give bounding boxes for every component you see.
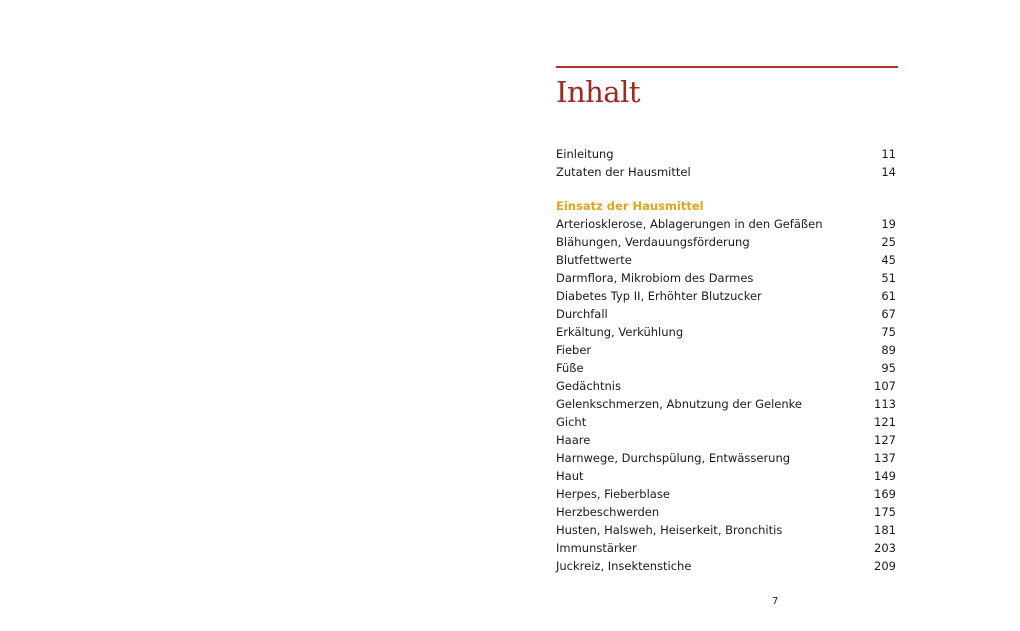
toc-entry-page: 137: [874, 451, 896, 465]
toc-entry-label: Darmflora, Mikrobiom des Darmes: [556, 271, 754, 285]
toc-entry: [556, 377, 896, 395]
toc-entry-page: 19: [881, 217, 896, 231]
toc-entry: [556, 145, 896, 163]
toc-intro-list: [556, 145, 896, 181]
title-rule: [556, 66, 898, 68]
toc-entry-label: Herzbeschwerden: [556, 505, 660, 519]
toc-entry-page: 25: [881, 235, 896, 249]
toc-entry-label: Harnwege, Durchspülung, Entwässerung: [556, 451, 791, 465]
toc-entry-label: Zutaten der Hausmittel: [556, 165, 691, 179]
toc-entry-page: 107: [874, 379, 896, 393]
toc-entry: [556, 359, 896, 377]
toc-entry-page: 45: [881, 253, 896, 267]
toc-entry-label: Haut: [556, 469, 584, 483]
toc-entry-list: [556, 215, 896, 575]
toc-entry-label: Husten, Halsweh, Heiserkeit, Bronchitis: [556, 523, 783, 537]
right-page: [510, 0, 1020, 631]
toc-entry-page: 121: [874, 415, 896, 429]
toc-entry-label: Füße: [556, 361, 584, 375]
toc-entry: [556, 485, 896, 503]
toc-entry-page: 127: [874, 433, 896, 447]
page-number: 7: [772, 596, 779, 607]
toc-spacer: [556, 181, 896, 197]
toc-entry-label: Immunstärker: [556, 541, 637, 555]
toc-entry-label: Juckreiz, Insektenstiche: [556, 559, 692, 573]
toc-entry: [556, 305, 896, 323]
toc-entry-page: 89: [881, 343, 896, 357]
toc-entry: [556, 269, 896, 287]
toc-entry-label: Herpes, Fieberblase: [556, 487, 670, 501]
toc-entry: [556, 503, 896, 521]
toc-entry-page: 11: [881, 147, 896, 161]
toc-entry-page: 95: [881, 361, 896, 375]
toc-entry-page: 203: [874, 541, 896, 555]
toc-entry: [556, 251, 896, 269]
toc-entry-label: Arteriosklerose, Ablagerungen in den Gefäßen: [556, 217, 823, 231]
toc-entry: [556, 521, 896, 539]
toc-entry: [556, 467, 896, 485]
toc-entry: [556, 449, 896, 467]
toc-entry: [556, 233, 896, 251]
toc-entry: [556, 341, 896, 359]
toc-entry-page: 61: [881, 289, 896, 303]
toc-entry-label: Erkältung, Verkühlung: [556, 325, 684, 339]
toc-entry-page: 113: [874, 397, 896, 411]
toc-entry: [556, 395, 896, 413]
toc-entry: [556, 413, 896, 431]
toc-entry-page: 51: [881, 271, 896, 285]
toc-entry-label: Blähungen, Verdauungsförderung: [556, 235, 750, 249]
page-title: Inhalt: [556, 75, 641, 109]
toc-entry: [556, 163, 896, 181]
toc-entry-page: 169: [874, 487, 896, 501]
toc-entry-page: 175: [874, 505, 896, 519]
toc-entry-label: Einleitung: [556, 147, 614, 161]
toc-entry-page: 14: [881, 165, 896, 179]
toc-entry-label: Gelenkschmerzen, Abnutzung der Gelenke: [556, 397, 802, 411]
toc-entry-label: Haare: [556, 433, 591, 447]
toc-section-heading: Einsatz der Hausmittel: [556, 199, 704, 213]
toc-entry-label: Gicht: [556, 415, 587, 429]
toc-entry-label: Durchfall: [556, 307, 608, 321]
toc-entry: [556, 323, 896, 341]
toc-entry: [556, 287, 896, 305]
toc-entry-label: Diabetes Typ II, Erhöhter Blutzucker: [556, 289, 762, 303]
toc-entry: [556, 215, 896, 233]
toc-entry-label: Blutfettwerte: [556, 253, 632, 267]
toc-entry-page: 75: [881, 325, 896, 339]
toc-entry-label: Gedächtnis: [556, 379, 621, 393]
toc-entry: [556, 557, 896, 575]
toc-entry: [556, 431, 896, 449]
toc-entry-page: 149: [874, 469, 896, 483]
toc-entry-page: 181: [874, 523, 896, 537]
toc-entry-page: 67: [881, 307, 896, 321]
toc-entry-label: Fieber: [556, 343, 592, 357]
table-of-contents: [556, 145, 896, 575]
toc-entry-page: 209: [874, 559, 896, 573]
toc-entry: [556, 539, 896, 557]
